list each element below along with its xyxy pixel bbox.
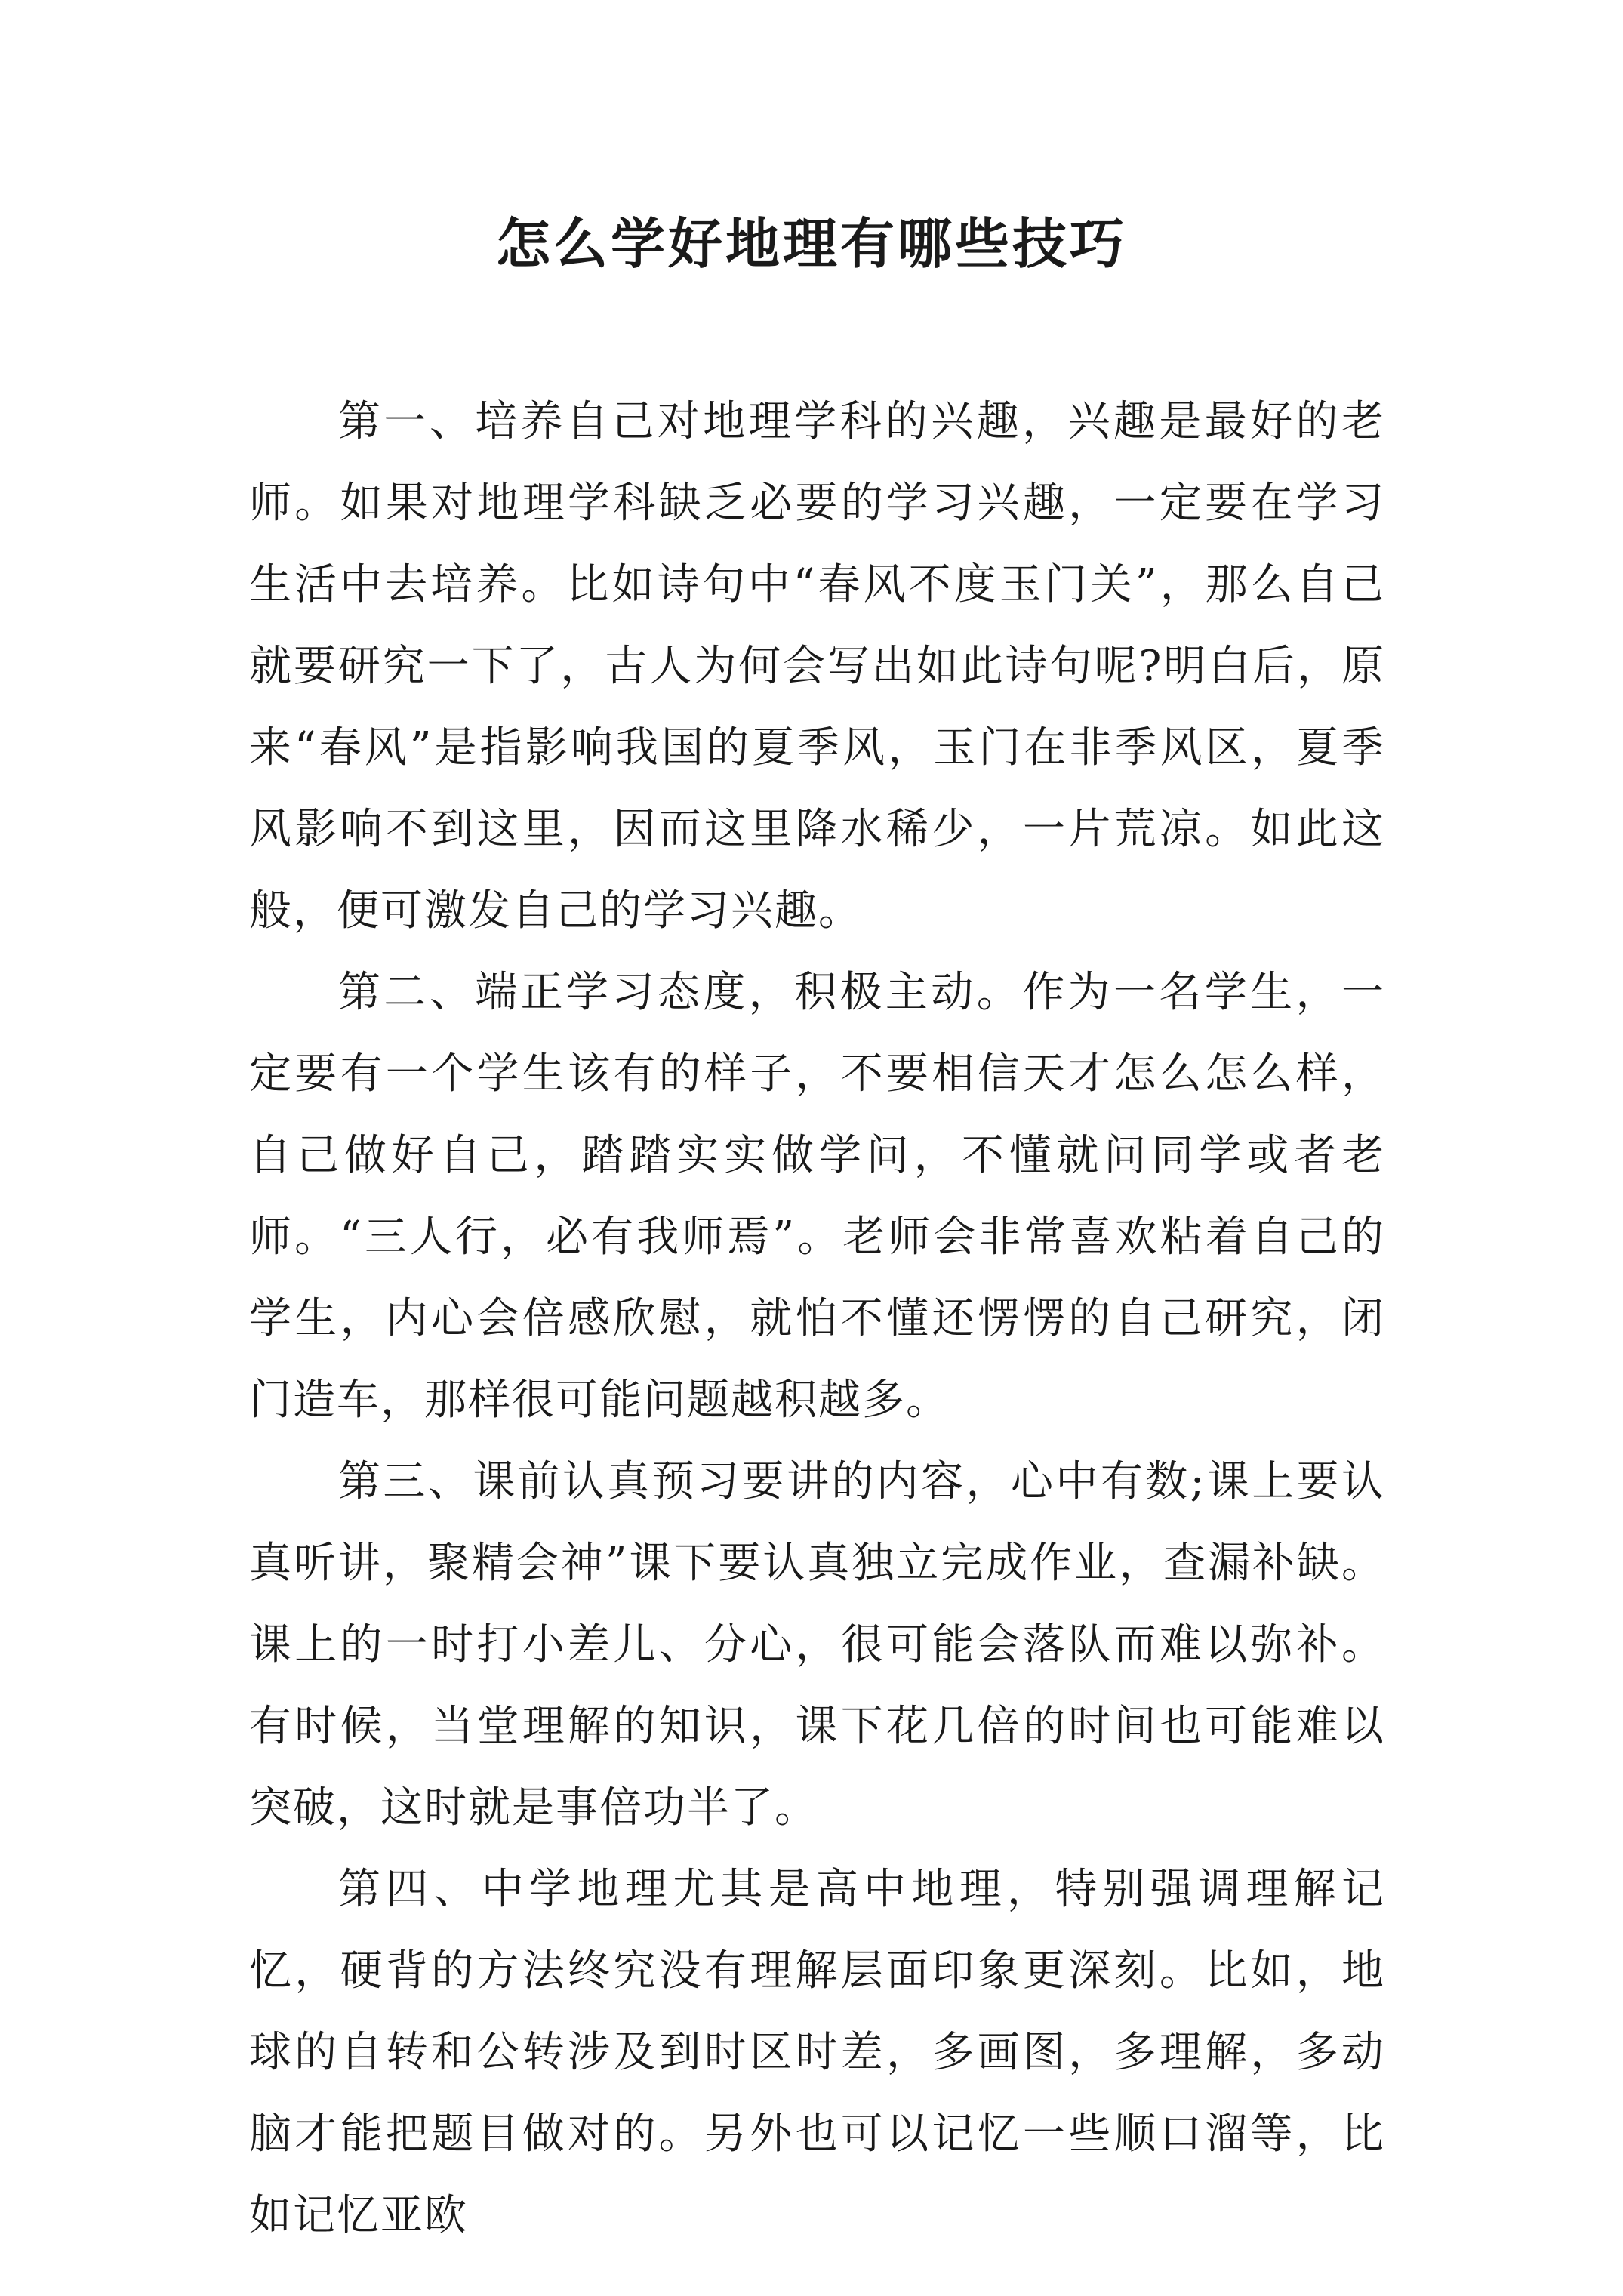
document-title: 怎么学好地理有哪些技巧 <box>495 211 1127 276</box>
paragraph-2: 第二、端正学习态度，积极主动。作为一名学生，一定要有一个学生该有的样子，不要相信天才怎么怎么样，自己做好自己，踏踏实实做学问，不懂就问同学或者老师。“三人行，必有我师焉”。老师会非常喜欢粘着自己的学生，内心会倍感欣慰，就怕不懂还愣愣的自己研究，闭门造车，那样很可能问题越积越多。 <box>249 968 1385 1425</box>
document-body <box>249 381 1385 2257</box>
paragraph-1: 第一、培养自己对地理学科的兴趣，兴趣是最好的老师。如果对地理学科缺乏必要的学习兴趣，一定要在学习生活中去培养。比如诗句中“春风不度玉门关”，那么自己就要研究一下了，古人为何会写出如此诗句呢?明白后，原来“春风”是指影响我国的夏季风，玉门在非季风区，夏季风影响不到这里，因而这里降水稀少，一片荒凉。如此这般，便可激发自己的学习兴趣。 <box>249 397 1385 935</box>
paragraph-3: 第三、课前认真预习要讲的内容，心中有数;课上要认真听讲，聚精会神”课下要认真独立完成作业，查漏补缺。课上的一时打小差儿、分心，很可能会落队而难以弥补。有时候，当堂理解的知识，课下花几倍的时间也可能难以突破，这时就是事倍功半了。 <box>249 1457 1385 1832</box>
paragraph-4: 第四、中学地理尤其是高中地理，特别强调理解记忆，硬背的方法终究没有理解层面印象更深刻。比如，地球的自转和公转涉及到时区时差，多画图，多理解，多动脑才能把题目做对的。另外也可以记忆一些顺口溜等，比如记忆亚欧 <box>249 1865 1385 2240</box>
